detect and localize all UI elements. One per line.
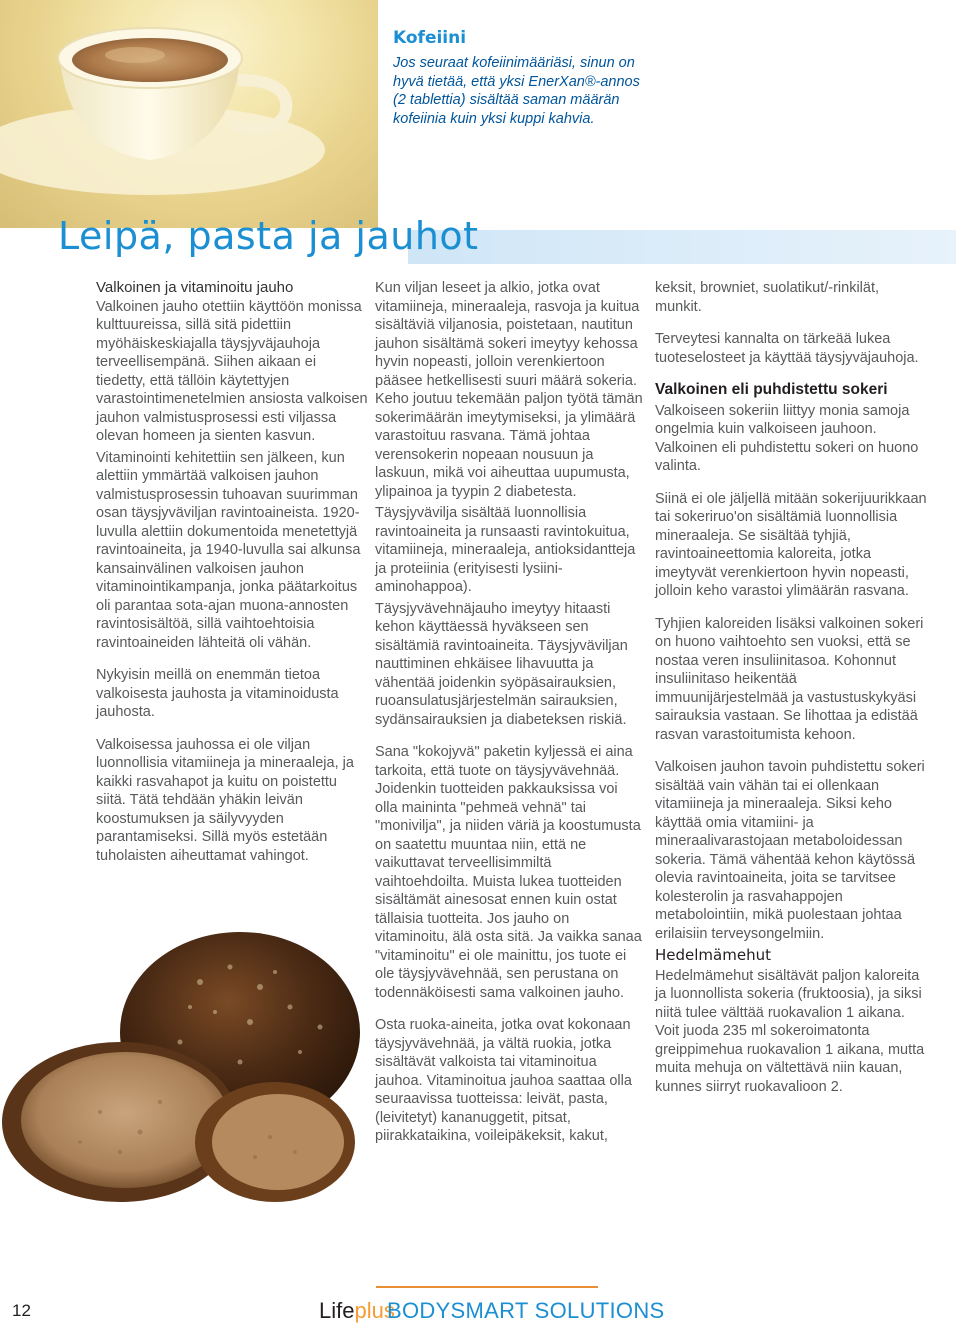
bread-photo xyxy=(0,912,372,1212)
col3-paragraph: Valkoisen jauhon tavoin puhdistettu sokeri sisältää vain vähän tai ei ollenkaan vitamiineja ja mineraaleja. Siksi keho käyttää omia vitamiini- ja mineraalivarastojaan metaboloidessan sokeria. Tämä vähentää kehon käytössä olevia ravintoaineita, joita se tarvitsee kolesterolin ja rasvahappojen metabolointiin, mikä puolestaan johtaa erilaisiin terveysongelmiin. xyxy=(655,759,925,942)
col3-paragraph: Hedelmämehut sisältävät paljon kaloreita ja luonnollista sokeria (fruktoosia), ja siksi niitä tulee välttää ruokavalion 1 aikana. Voit juoda 235 ml sokeroimatonta greippimehua ruokavalion 1 aikana, mutta muita mehuja on vältettävä niin kauan, kunnes siirryt ruokavalioon 2. xyxy=(655,967,925,1095)
col3-paragraph: Valkoiseen sokeriin liittyy monia samoja ongelmia kuin valkoiseen jauhoon. Valkoinen eli puhdistettu sokeri on huono valinta. xyxy=(655,402,919,474)
col2-paragraph: Sana "kokojyvä" paketin kyljessä ei aina tarkoita, että tuote on täysjyvävehnää. Joidenkin tuotteiden pakkauksissa voi olla maininta "pehmeä vehnä" tai "monivilja", ja niiden väriä ja koostumusta on saatettu muuntaa niin, että ne vaikuttavat terveellisimmiltä vaihtoehdoilta. Muista lukea tuotteiden sisältämät ainesosat ennen kuin ostat tällaisia tuotteita. Jos jauho on vitaminoitu, älä osta sitä. Ja vaikka sanaa "vitaminoitu" ei ole mainittu, jos tuote ei ole täysjyvävehnää, sen perustana on todennäköisesti sama valkoinen jauho. xyxy=(375,744,642,1001)
col3-paragraph: Terveytesi kannalta on tärkeää lukea tuoteselosteet ja käyttää täysjyväjauhoja. xyxy=(655,331,919,366)
caffeine-sidebar xyxy=(393,28,651,128)
col3-paragraph: Siinä ei ole jäljellä mitään sokerijuurikkaan tai sokeriruo'on sisältämiä luonnollisia mineraaleja. Se sisältää tyhjiä, ravintoaineettomia kaloreita, jotka imeytyvät verenkiertoon hyvin nopeasti, jolloin keho varastoi ylimäärän rasvana. xyxy=(655,490,927,599)
col2-paragraph: Kun viljan leseet ja alkio, jotka ovat vitamiineja, mineraaleja, rasvoja ja kuitua sisältäviä viljanosia, poistetaan, nautitun jauhon sisältämä sokeri imeytyy kehossa hyvin nopeasti, jolloin verenkiertoon pääsee hetkellisesti suuri määrä sokeria. Keho joutuu tekemään paljon työtä tämän sokerimäärän imeytymiseksi, ja ylimäärä varastoituu rasvana. Tämä johtaa verensokerin nopeaan nousuun ja laskuun, mikä voi aiheuttaa uupumusta, ylipainoa ja tyypin 2 diabetesta. xyxy=(375,280,643,500)
brand-product-name: BODYSMART SOLUTIONS xyxy=(387,1298,665,1323)
col2-paragraph: Täysjyvävehnäjauho imeytyy hitaasti kehon käyttäessä hyväkseen sen sisältämiä ravintoaineita. Täysjyväviljan nauttiminen ehkäisee lihavuutta ja vähentää joidenkin syöpäsairauksien, ruoansulatusjärjestelmän sairauksien, sydänsairauksien ja diabeteksen riskiä. xyxy=(375,600,628,728)
sidebar-text: Jos seuraat kofeiinimääriäsi, sinun on hyvä tietää, että yksi EnerXan®-annos (2 tablettia) sisältää saman määrän kofeiinia kuin yksi kuppi kahvia. xyxy=(393,55,640,127)
col1-paragraph: Valkoinen jauho otettiin käyttöön monissa kulttuureissa, sillä sitä pidettiin myöhäiskeskiajalla täysjyväjauhoja terveellisempänä. Siihen aikaan ei tiedetty, että tällöin käytettyjen varastointimenetelmien ansiosta valkoisen jauhon valmistusprosessi esti viljassa olevan homeen ja sienten kasvun. xyxy=(96,298,368,444)
col1-paragraph: Valkoisessa jauhossa ei ole viljan luonnollisia vitamiineja ja mineraaleja, ja kaikki rasvahapot ja kuitu on poistettu siitä. Tätä tehdään yhäkin leivän koostumuksen ja säilyvyyden parantamiseksi. Sillä myös estetään tuholaisten aiheuttamat vahingot. xyxy=(96,736,354,864)
col3-paragraph: Tyhjien kaloreiden lisäksi valkoinen sokeri on huono vaihtoehto sen vuoksi, että se nostaa veren insuliinitasoa. Kohonnut insuliinitaso heikentää immuunijärjestelmää ja vastustuskykyäsi sairauksia vastaan. Se lihottaa ja edistää rasvan varastoitumista kehoon. xyxy=(655,615,924,743)
sidebar-title: Kofeiini xyxy=(393,28,467,48)
section-title: Leipä, pasta ja jauhot xyxy=(58,214,479,258)
col2-paragraph: Osta ruoka-aineita, jotka ovat kokonaan täysjyvävehnää, ja vältä ruokia, jotka sisältävät valkoista tai vitaminoitua jauhoa. Vitaminoitua jauhoa saattaa olla seuraavissa tuotteissa: leivät, pasta, (leivitetyt) kananuggetit, pitsat, piirakkataikina, voileipäkeksit, kakut, xyxy=(375,1017,632,1144)
page-number: 12 xyxy=(12,1301,31,1320)
col1-paragraph: Vitaminointi kehitettiin sen jälkeen, kun alettiin ymmärtää valkoisen jauhon valmistusprosessin tuhoavan suurimman osan täysjyväviljan ravintoaineista. 1920-luvulla alettiin dokumentoida menetettyjä ravintoaineita, ja 1940-luvulla sai alkunsa kansainvälinen valkoisen jauhon vitaminointikampanja, jonka päätarkoitus oli parantaa sota-ajan muona-annosten ravintosisältöä, sillä vaihtoehtoisia ravintoaineiden lähteitä oli vähän. xyxy=(96,449,361,651)
col1-paragraph: Nykyisin meillä on enemmän tietoa valkoisesta jauhosta ja vitaminoidusta jauhosta. xyxy=(96,667,339,720)
title-band xyxy=(408,230,956,264)
coffee-cup-photo xyxy=(0,0,378,228)
col2-paragraph: Täysjyvävilja sisältää luonnollisia ravintoaineita ja runsaasti ravintokuitua, vitamiineja, mineraaleja, antioksidantteja ja proteiinia (erityisesti lysiini-aminohappoa). xyxy=(375,505,636,595)
col3-paragraph: keksit, browniet, suolatikut/-rinkilät, munkit. xyxy=(655,280,880,315)
footer-divider xyxy=(376,1286,598,1288)
brand-logo-lifeplus xyxy=(319,1298,395,1324)
brand-life-text: Life xyxy=(319,1298,355,1323)
col3-heading-juices: Hedelmämehut xyxy=(655,946,771,964)
text-column-2 xyxy=(375,279,643,1160)
brand-plus-text: plus xyxy=(354,1298,395,1323)
text-column-3 xyxy=(655,279,927,1110)
col1-heading: Valkoinen ja vitaminoitu jauho xyxy=(96,279,294,296)
col3-heading-sugar: Valkoinen eli puhdistettu sokeri xyxy=(655,381,888,398)
text-column-1 xyxy=(96,279,368,879)
